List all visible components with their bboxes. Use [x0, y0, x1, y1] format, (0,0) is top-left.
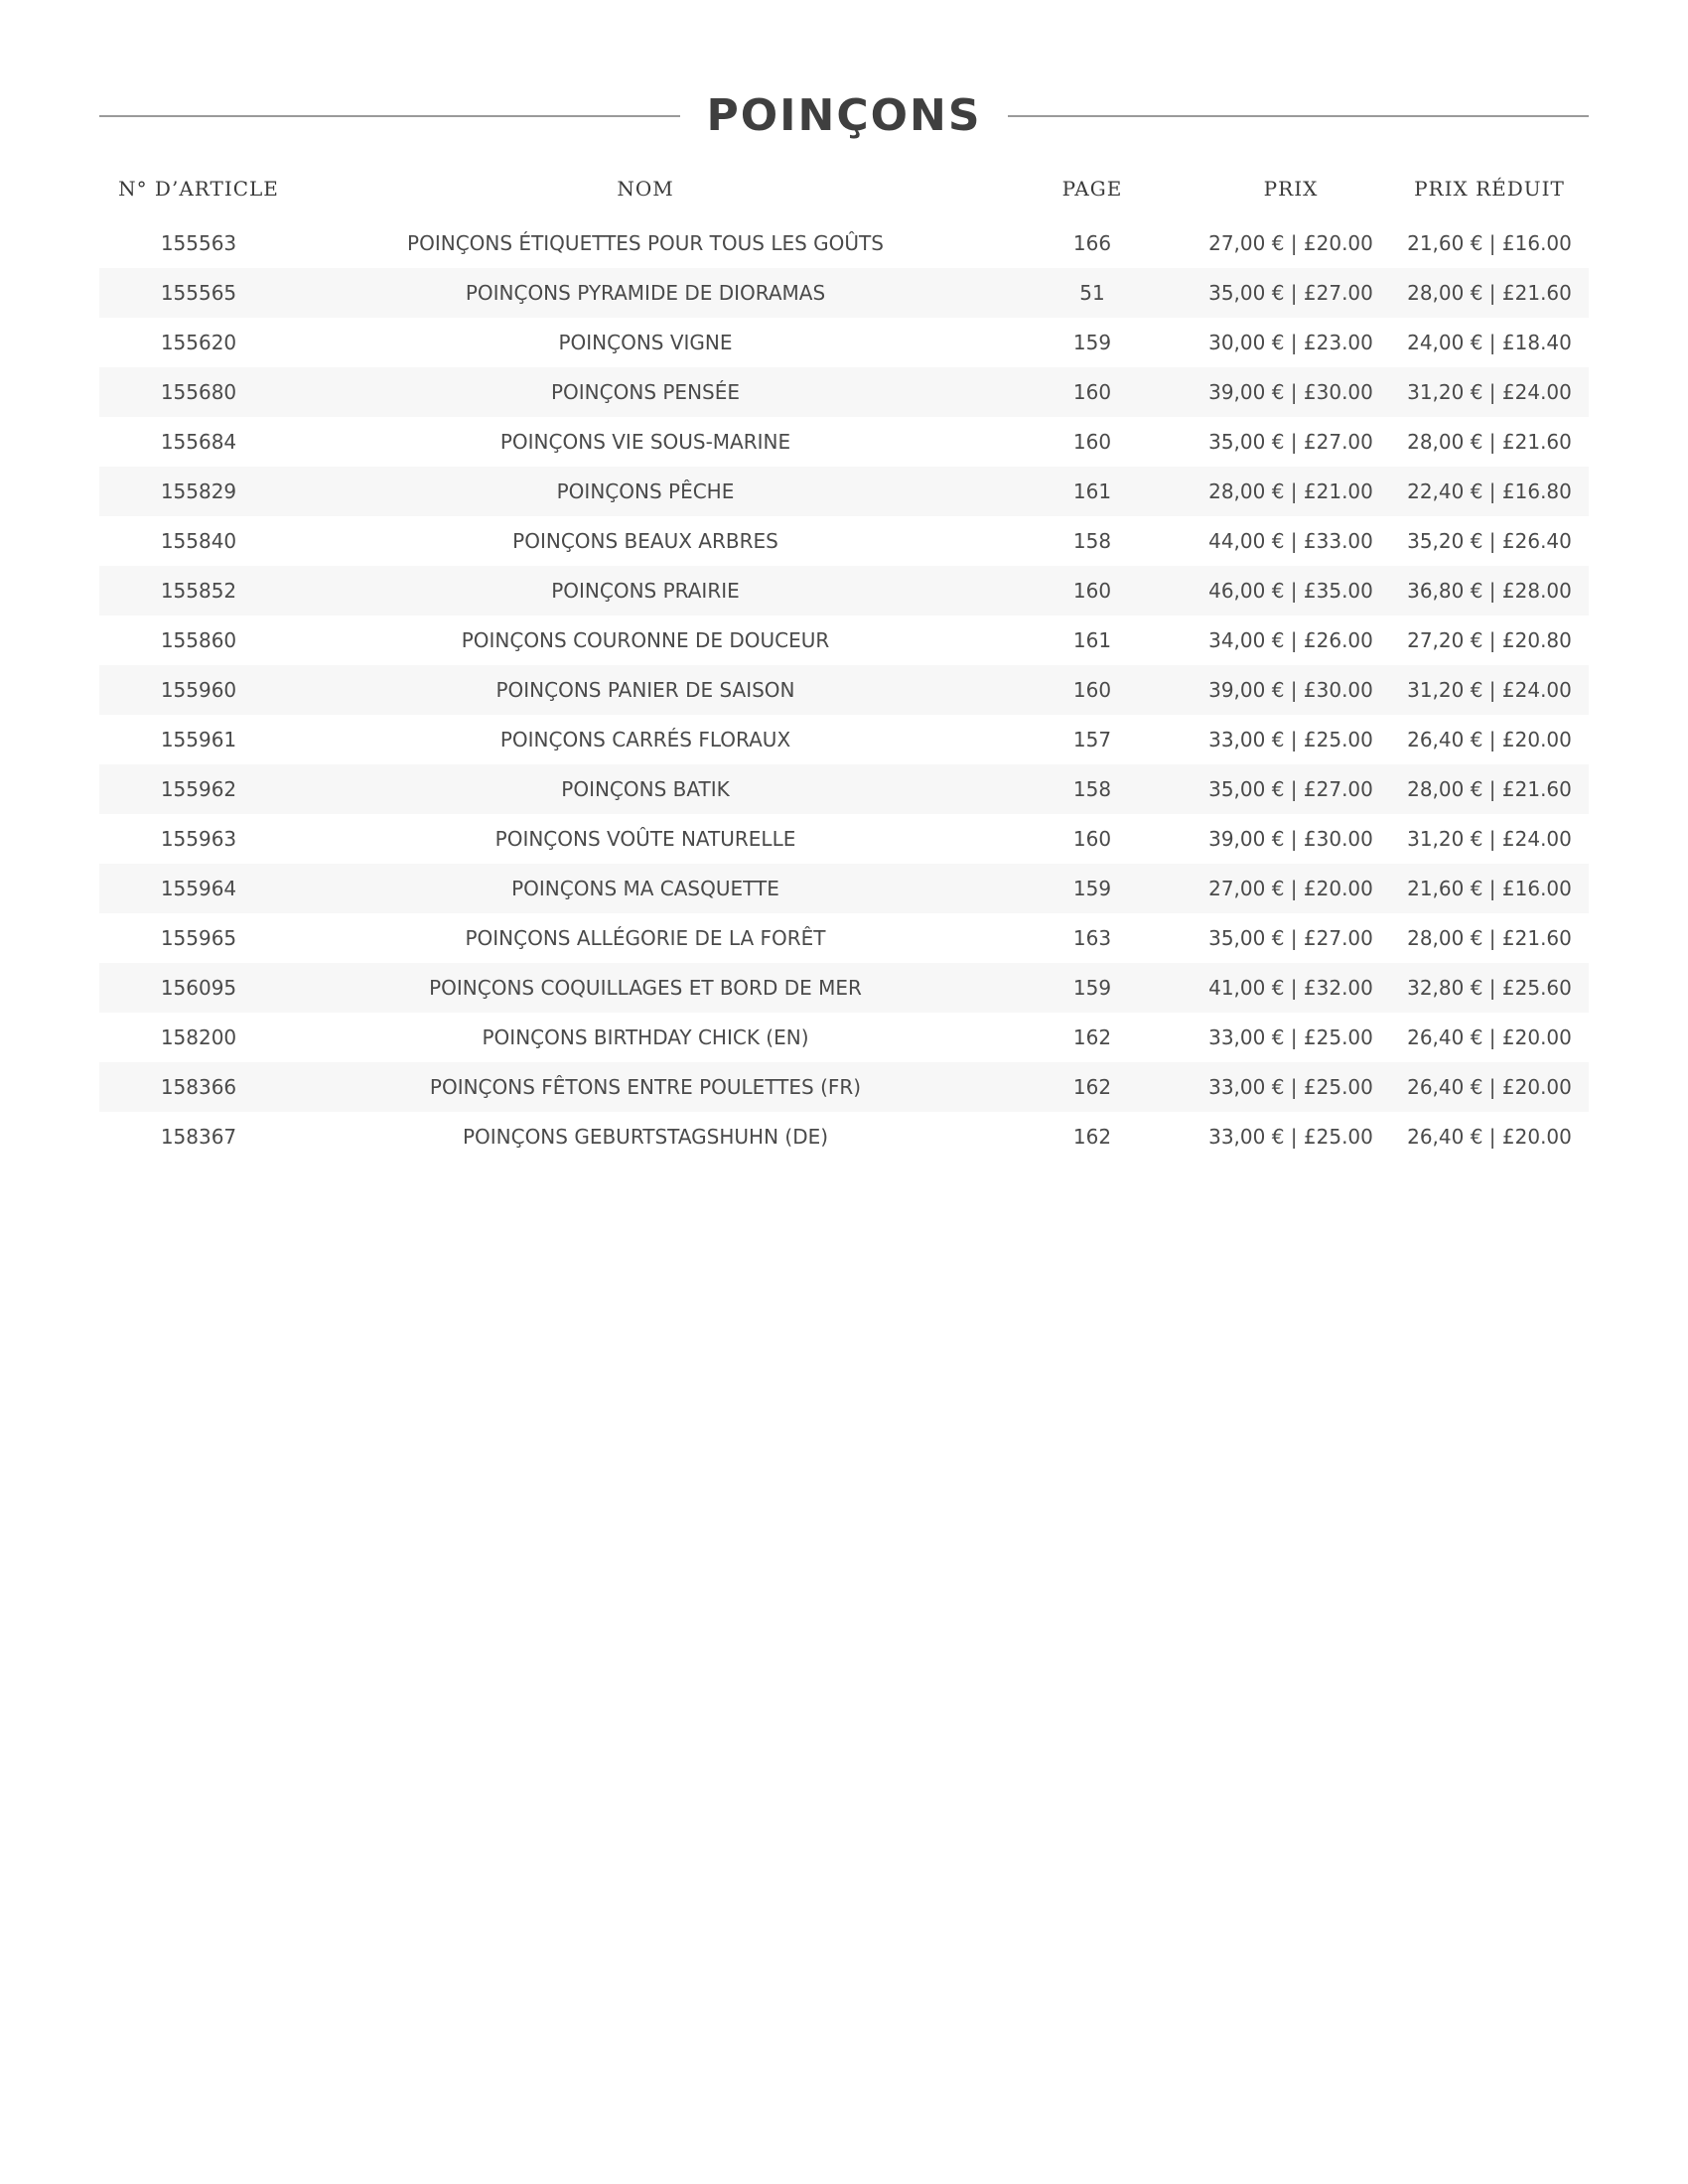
cell-prix: 33,00 € | £25.00	[1208, 728, 1373, 751]
cell-article: 155860	[160, 628, 237, 652]
cell-page: 159	[1072, 877, 1112, 900]
cell-prix-reduit: 28,00 € | £21.60	[1407, 430, 1572, 454]
cell-page: 163	[1072, 926, 1112, 950]
cell-article: 155963	[160, 827, 237, 851]
table-row	[99, 268, 1589, 318]
header-page: PAGE	[1061, 177, 1123, 201]
cell-nom: POINÇONS COURONNE DE DOUCEUR	[461, 628, 830, 652]
cell-article: 156095	[160, 976, 237, 1000]
cell-nom: POINÇONS VIGNE	[558, 331, 733, 354]
cell-prix: 30,00 € | £23.00	[1208, 331, 1373, 354]
cell-article: 155965	[160, 926, 237, 950]
table-row	[99, 913, 1589, 963]
cell-nom: POINÇONS PANIER DE SAISON	[495, 678, 795, 702]
cell-article: 155962	[160, 777, 237, 801]
cell-article: 155684	[160, 430, 237, 454]
cell-prix-reduit: 35,20 € | £26.40	[1407, 529, 1572, 553]
cell-prix-reduit: 28,00 € | £21.60	[1407, 281, 1572, 305]
cell-article: 158200	[160, 1025, 237, 1049]
cell-prix: 35,00 € | £27.00	[1208, 430, 1373, 454]
cell-page: 161	[1072, 479, 1112, 503]
product-table	[99, 159, 1589, 1161]
table-row	[99, 963, 1589, 1013]
cell-article: 155964	[160, 877, 237, 900]
cell-page: 160	[1072, 579, 1112, 603]
cell-prix-reduit: 22,40 € | £16.80	[1407, 479, 1572, 503]
cell-prix: 35,00 € | £27.00	[1208, 926, 1373, 950]
cell-page: 162	[1072, 1075, 1112, 1099]
table-row	[99, 218, 1589, 268]
cell-article: 155620	[160, 331, 237, 354]
cell-prix: 39,00 € | £30.00	[1208, 678, 1373, 702]
table-row	[99, 715, 1589, 764]
table-row	[99, 467, 1589, 516]
cell-prix-reduit: 27,20 € | £20.80	[1407, 628, 1572, 652]
table-row	[99, 417, 1589, 467]
page-title: POINÇONS	[706, 90, 982, 141]
cell-prix: 44,00 € | £33.00	[1208, 529, 1373, 553]
table-row	[99, 1112, 1589, 1161]
cell-prix-reduit: 28,00 € | £21.60	[1407, 777, 1572, 801]
cell-nom: POINÇONS FÊTONS ENTRE POULETTES (FR)	[429, 1075, 862, 1099]
cell-prix-reduit: 31,20 € | £24.00	[1407, 678, 1572, 702]
cell-article: 155852	[160, 579, 237, 603]
cell-prix: 33,00 € | £25.00	[1208, 1125, 1373, 1149]
cell-page: 159	[1072, 331, 1112, 354]
title-divider-left	[99, 115, 680, 117]
header-nom: NOM	[617, 177, 674, 201]
cell-prix-reduit: 21,60 € | £16.00	[1407, 231, 1572, 255]
cell-nom: POINÇONS BEAUX ARBRES	[512, 529, 778, 553]
table-body	[99, 218, 1589, 1161]
cell-page: 158	[1072, 529, 1112, 553]
cell-nom: POINÇONS MA CASQUETTE	[511, 877, 779, 900]
cell-prix-reduit: 21,60 € | £16.00	[1407, 877, 1572, 900]
header-prix: PRIX	[1263, 177, 1319, 201]
cell-article: 158367	[160, 1125, 237, 1149]
cell-page: 166	[1072, 231, 1112, 255]
table-row	[99, 516, 1589, 566]
cell-prix: 41,00 € | £32.00	[1208, 976, 1373, 1000]
cell-article: 155829	[160, 479, 237, 503]
cell-article: 155565	[160, 281, 237, 305]
cell-nom: POINÇONS ÉTIQUETTES POUR TOUS LES GOÛTS	[407, 231, 884, 255]
cell-nom: POINÇONS GEBURTSTAGSHUHN (DE)	[462, 1125, 829, 1149]
cell-nom: POINÇONS VIE SOUS-MARINE	[499, 430, 791, 454]
cell-nom: POINÇONS PÊCHE	[556, 479, 735, 503]
cell-prix: 39,00 € | £30.00	[1208, 380, 1373, 404]
cell-prix: 33,00 € | £25.00	[1208, 1025, 1373, 1049]
cell-page: 161	[1072, 628, 1112, 652]
cell-nom: POINÇONS COQUILLAGES ET BORD DE MER	[429, 976, 862, 1000]
table-row	[99, 814, 1589, 864]
cell-page: 160	[1072, 380, 1112, 404]
cell-prix: 33,00 € | £25.00	[1208, 1075, 1373, 1099]
cell-prix-reduit: 24,00 € | £18.40	[1407, 331, 1572, 354]
cell-prix-reduit: 31,20 € | £24.00	[1407, 827, 1572, 851]
cell-article: 155563	[160, 231, 237, 255]
cell-prix: 46,00 € | £35.00	[1208, 579, 1373, 603]
cell-nom: POINÇONS PRAIRIE	[551, 579, 740, 603]
cell-prix: 35,00 € | £27.00	[1208, 777, 1373, 801]
cell-prix: 39,00 € | £30.00	[1208, 827, 1373, 851]
table-row	[99, 566, 1589, 615]
cell-article: 158366	[160, 1075, 237, 1099]
cell-article: 155960	[160, 678, 237, 702]
header-article: N° D’ARTICLE	[118, 177, 279, 201]
cell-prix-reduit: 32,80 € | £25.60	[1407, 976, 1572, 1000]
cell-article: 155961	[160, 728, 237, 751]
table-row	[99, 864, 1589, 913]
cell-nom: POINÇONS ALLÉGORIE DE LA FORÊT	[465, 926, 826, 950]
cell-page: 157	[1072, 728, 1112, 751]
cell-prix-reduit: 26,40 € | £20.00	[1407, 1025, 1572, 1049]
cell-article: 155840	[160, 529, 237, 553]
cell-prix: 35,00 € | £27.00	[1208, 281, 1373, 305]
table-row	[99, 615, 1589, 665]
cell-nom: POINÇONS CARRÉS FLORAUX	[499, 728, 791, 751]
page-header	[99, 89, 1589, 143]
table-row	[99, 318, 1589, 367]
cell-page: 159	[1072, 976, 1112, 1000]
cell-prix: 28,00 € | £21.00	[1208, 479, 1373, 503]
cell-prix: 27,00 € | £20.00	[1208, 231, 1373, 255]
table-row	[99, 665, 1589, 715]
cell-prix-reduit: 26,40 € | £20.00	[1407, 1075, 1572, 1099]
cell-nom: POINÇONS BIRTHDAY CHICK (EN)	[482, 1025, 809, 1049]
cell-page: 160	[1072, 430, 1112, 454]
title-divider-right	[1008, 115, 1589, 117]
cell-prix-reduit: 26,40 € | £20.00	[1407, 1125, 1572, 1149]
cell-nom: POINÇONS BATIK	[561, 777, 730, 801]
cell-nom: POINÇONS VOÛTE NATURELLE	[494, 827, 796, 851]
cell-prix-reduit: 28,00 € | £21.60	[1407, 926, 1572, 950]
table-row	[99, 1062, 1589, 1112]
cell-page: 162	[1072, 1025, 1112, 1049]
table-row	[99, 367, 1589, 417]
cell-page: 158	[1072, 777, 1112, 801]
cell-nom: POINÇONS PYRAMIDE DE DIORAMAS	[465, 281, 826, 305]
header-prix-reduit: PRIX RÉDUIT	[1414, 177, 1565, 201]
cell-nom: POINÇONS PENSÉE	[550, 380, 740, 404]
cell-page: 162	[1072, 1125, 1112, 1149]
cell-prix-reduit: 36,80 € | £28.00	[1407, 579, 1572, 603]
cell-prix-reduit: 26,40 € | £20.00	[1407, 728, 1572, 751]
cell-prix: 34,00 € | £26.00	[1208, 628, 1373, 652]
cell-prix-reduit: 31,20 € | £24.00	[1407, 380, 1572, 404]
cell-page: 160	[1072, 678, 1112, 702]
cell-prix: 27,00 € | £20.00	[1208, 877, 1373, 900]
cell-page: 51	[1079, 281, 1105, 305]
cell-page: 160	[1072, 827, 1112, 851]
cell-article: 155680	[160, 380, 237, 404]
table-row	[99, 1013, 1589, 1062]
table-header-row	[99, 159, 1589, 218]
table-row	[99, 764, 1589, 814]
